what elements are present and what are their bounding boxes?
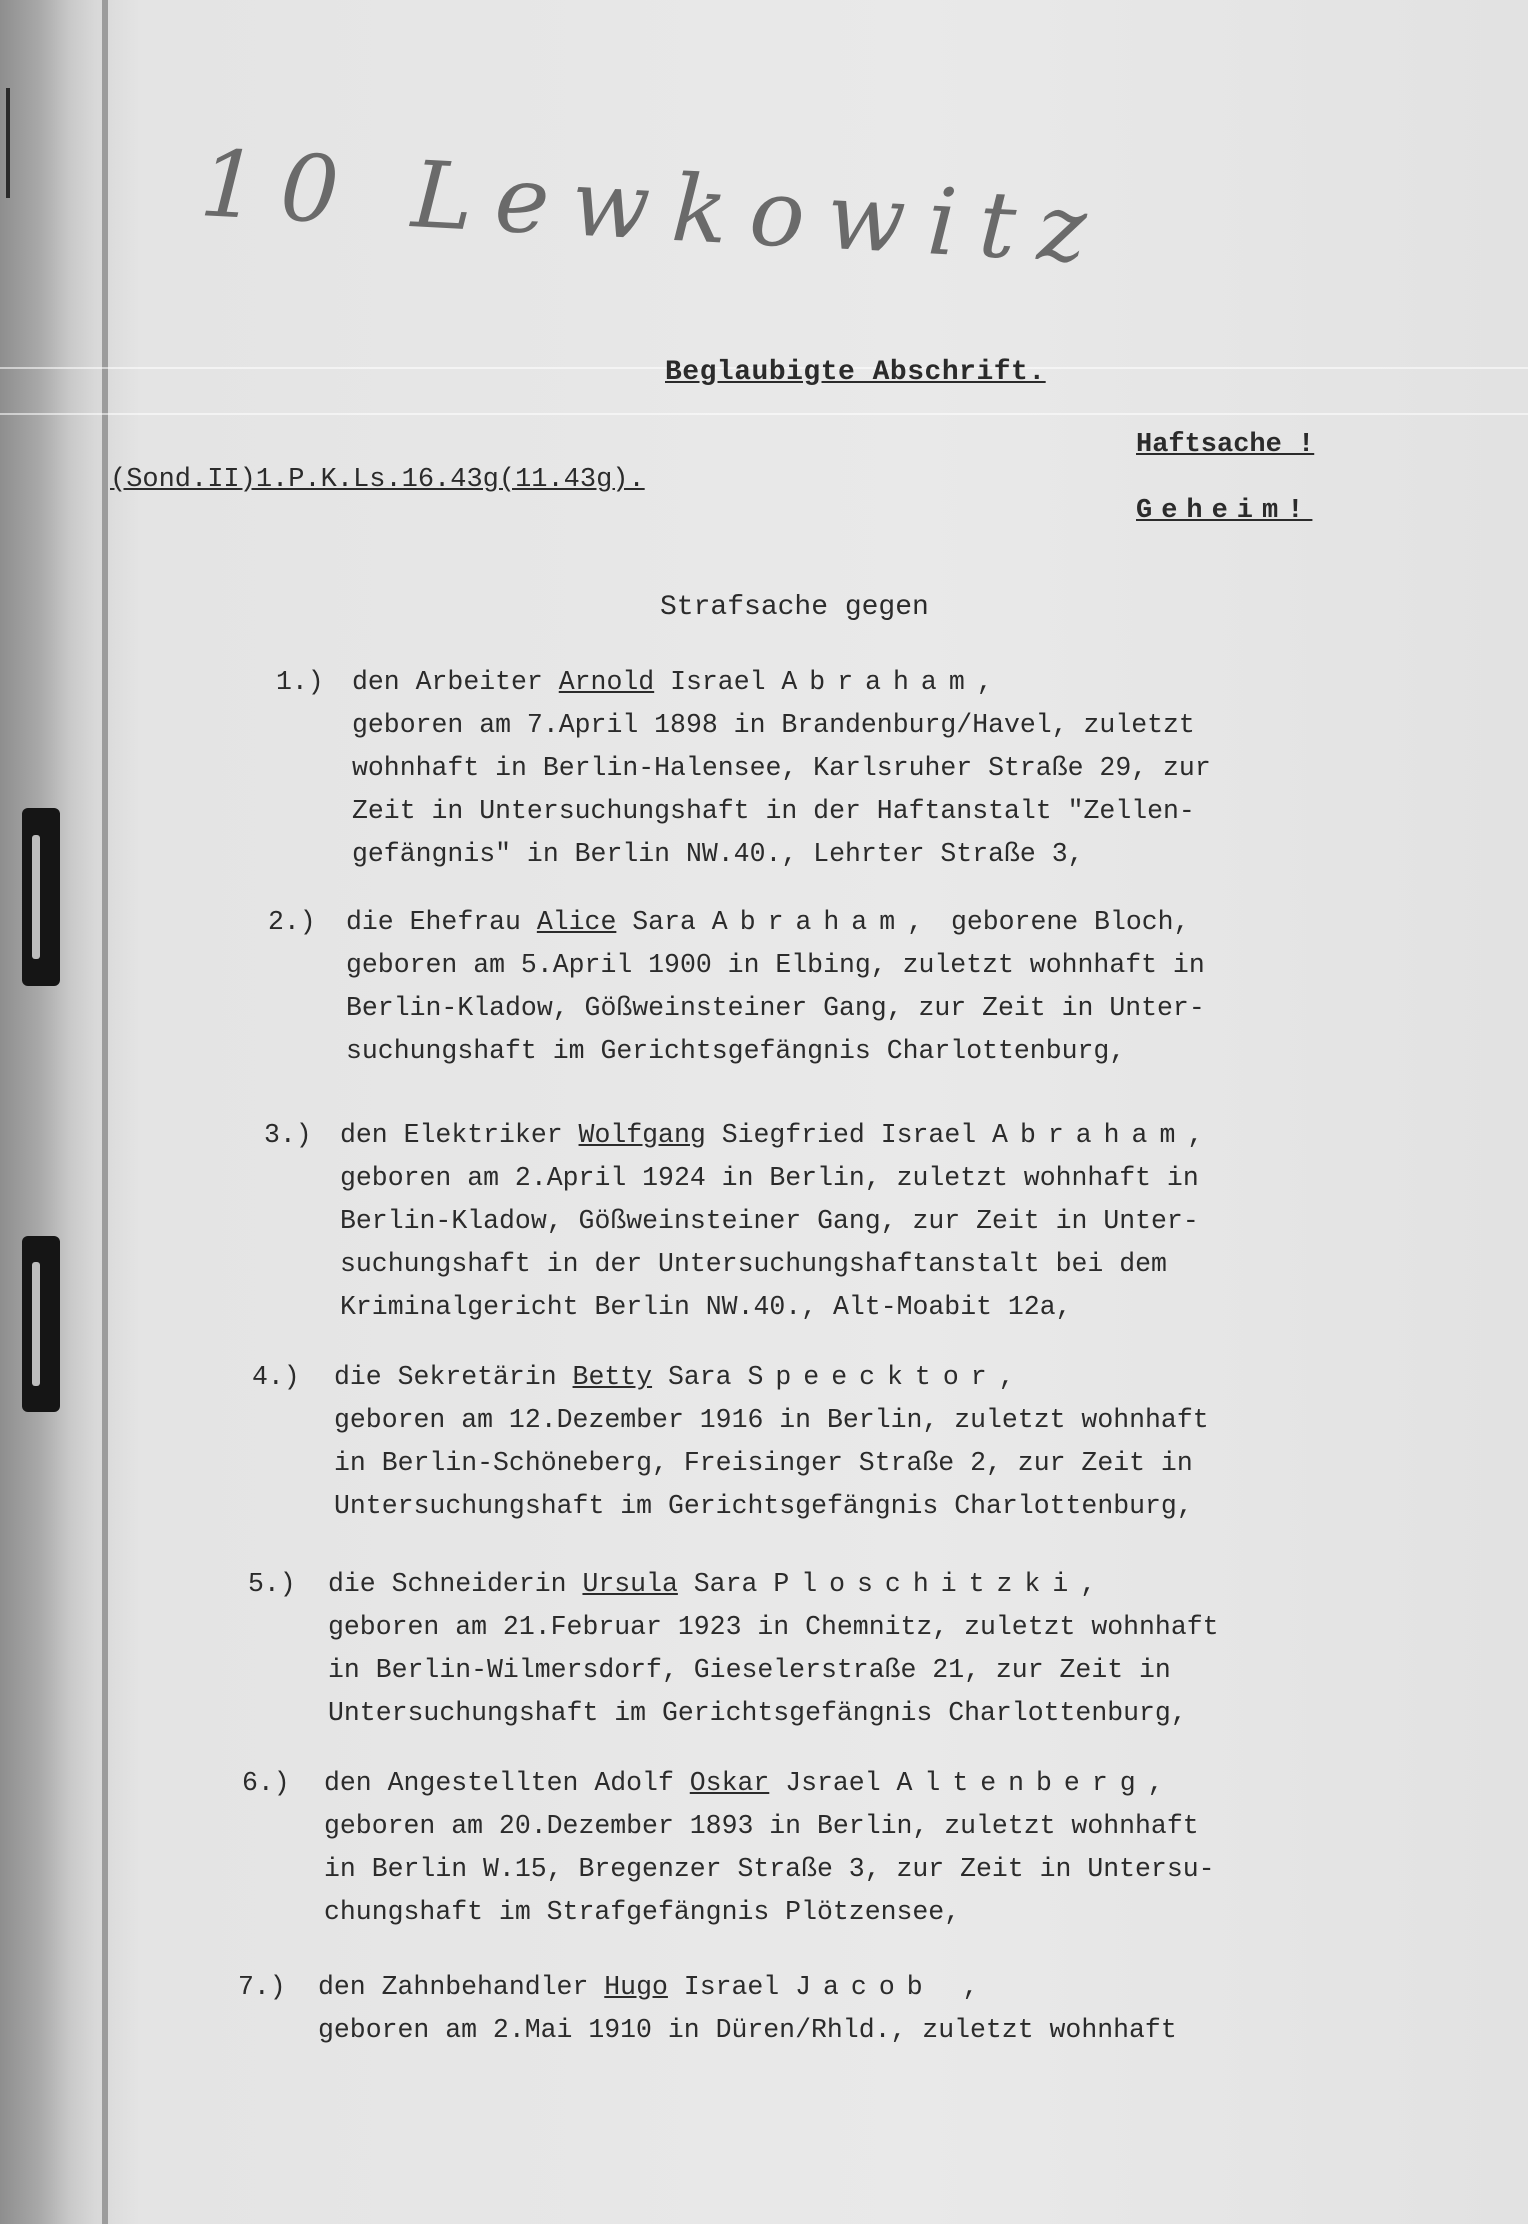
defendant-entry — [252, 1356, 1209, 1528]
document-title: Beglaubigte Abschrift. — [665, 357, 1046, 388]
entry-line: Zeit in Untersuchungshaft in der Haftanstalt "Zellen- — [352, 796, 1195, 826]
entry-name-line: die Ehefrau Alice Sara Abraham, geborene Bloch, — [346, 907, 1190, 937]
entry-number: 7.) — [238, 1972, 286, 2002]
entry-line: geboren am 7.April 1898 in Brandenburg/Havel, zuletzt — [352, 710, 1195, 740]
first-name: Alice — [536, 907, 617, 937]
defendant-entry — [268, 901, 1205, 1073]
entry-line: chungshaft im Strafgefängnis Plötzensee, — [324, 1897, 961, 1927]
entry-number: 2.) — [268, 907, 316, 937]
entry-line: in Berlin-Schöneberg, Freisinger Straße 2, zur Zeit in — [334, 1448, 1193, 1478]
surname: Altenberg, — [896, 1768, 1176, 1798]
first-name: Ursula — [582, 1569, 678, 1599]
entry-line: in Berlin-Wilmersdorf, Gieselerstraße 21, zur Zeit in — [328, 1655, 1171, 1685]
binder-clip-bottom — [22, 1236, 60, 1412]
entry-number: 1.) — [276, 667, 324, 697]
surname: Ploschitzki, — [773, 1569, 1109, 1599]
first-name: Wolfgang — [578, 1120, 706, 1150]
first-name: Arnold — [558, 667, 655, 697]
defendant-entry — [276, 661, 1211, 876]
first-name: Betty — [572, 1362, 653, 1392]
entry-name-line: den Elektriker Wolfgang Siegfried Israel Abraham, — [340, 1120, 1216, 1150]
surname: Jacob , — [795, 1972, 991, 2002]
case-number: (Sond.II)1.P.K.Ls.16.43g(11.43g). — [110, 465, 645, 495]
entry-line: Untersuchungshaft im Gerichtsgefängnis Charlottenburg, — [328, 1698, 1187, 1728]
entry-number: 3.) — [264, 1120, 312, 1150]
case-heading: Strafsache gegen — [660, 592, 929, 623]
entry-line: geboren am 12.Dezember 1916 in Berlin, zuletzt wohnhaft — [334, 1405, 1209, 1435]
geheim-mark: Geheim! — [1136, 496, 1313, 526]
entry-line: geboren am 2.Mai 1910 in Düren/Rhld., zuletzt wohnhaft — [318, 2015, 1177, 2045]
entry-line: Berlin-Kladow, Gößweinsteiner Gang, zur Zeit in Unter- — [346, 993, 1205, 1023]
margin-tick — [6, 88, 10, 198]
entry-line: Kriminalgericht Berlin NW.40., Alt-Moabit 12a, — [340, 1292, 1072, 1322]
surname: Abraham, — [711, 907, 936, 937]
entry-line: in Berlin W.15, Bregenzer Straße 3, zur Zeit in Untersu- — [324, 1854, 1215, 1884]
entry-name-line: den Angestellten Adolf Oskar Jsrael Altenberg, — [324, 1768, 1176, 1798]
entry-line: wohnhaft in Berlin-Halensee, Karlsruher Straße 29, zur — [352, 753, 1211, 783]
defendant-entry — [248, 1563, 1219, 1735]
defendant-entry — [242, 1762, 1215, 1934]
entry-line: suchungshaft im Gerichtsgefängnis Charlottenburg, — [346, 1036, 1126, 1066]
haftsache-mark: Haftsache ! — [1136, 430, 1315, 460]
entry-number: 4.) — [252, 1362, 300, 1392]
entry-line: Berlin-Kladow, Gößweinsteiner Gang, zur Zeit in Unter- — [340, 1206, 1199, 1236]
defendant-entry — [238, 1966, 1177, 2052]
surname: Abraham, — [781, 667, 1005, 697]
entry-name-line: die Schneiderin Ursula Sara Ploschitzki, — [328, 1569, 1109, 1599]
entry-name-line: den Zahnbehandler Hugo Israel Jacob , — [318, 1972, 991, 2002]
entry-name-line: die Sekretärin Betty Sara Speecktor, — [334, 1362, 1027, 1392]
entry-line: geboren am 5.April 1900 in Elbing, zuletzt wohnhaft in — [346, 950, 1205, 980]
entry-name-line: den Arbeiter Arnold Israel Abraham, — [352, 667, 1005, 697]
entry-line: gefängnis" in Berlin NW.40., Lehrter Straße 3, — [352, 839, 1084, 869]
first-name: Oskar — [689, 1768, 770, 1798]
binder-clip-top — [22, 808, 60, 986]
entry-line: geboren am 2.April 1924 in Berlin, zuletzt wohnhaft in — [340, 1163, 1199, 1193]
entry-line: geboren am 20.Dezember 1893 in Berlin, zuletzt wohnhaft — [324, 1811, 1199, 1841]
entry-number: 5.) — [248, 1569, 296, 1599]
surname: Speecktor, — [747, 1362, 1027, 1392]
surname: Abraham, — [992, 1120, 1216, 1150]
entry-line: geboren am 21.Februar 1923 in Chemnitz, zuletzt wohnhaft — [328, 1612, 1219, 1642]
defendant-entry — [264, 1114, 1216, 1329]
sheet-edge — [102, 0, 108, 2224]
handwritten-note: 10 Lewkowitz — [197, 130, 1111, 285]
entry-line: suchungshaft in der Untersuchungshaftanstalt bei dem — [340, 1249, 1167, 1279]
scan-line — [0, 413, 1528, 415]
entry-number: 6.) — [242, 1768, 290, 1798]
entry-line: Untersuchungshaft im Gerichtsgefängnis Charlottenburg, — [334, 1491, 1193, 1521]
first-name: Hugo — [604, 1972, 668, 2002]
